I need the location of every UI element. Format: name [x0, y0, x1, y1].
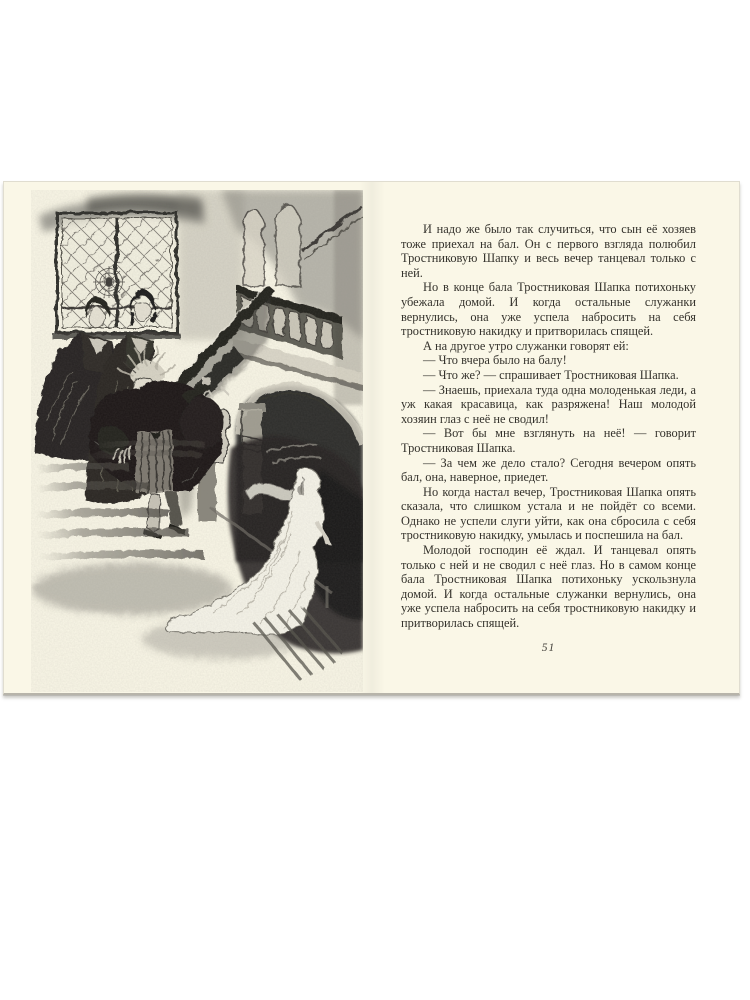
paragraph: И надо же было так случиться, что сын её хозяев тоже приехал на бал. Он с первого взгляда полюбил Тростниковую Шапку и весь вечер танцевал только с ней.	[401, 222, 696, 280]
story-text-column	[401, 222, 696, 631]
book-spread	[3, 181, 740, 695]
dialogue-line: — Что вчера было на балу!	[423, 353, 567, 368]
paragraph: Но в конце бала Тростниковая Шапка потихоньку убежала домой. И когда остальные служанки вернулись, она уже успела набросить на себя тростниковую накидку и притворилась спящей.	[401, 280, 696, 339]
dialogue-line: — Что же? — спрашивает Тростниковая Шапка.	[423, 367, 679, 382]
page-number: 51	[541, 642, 556, 654]
dialogue-line: — За чем же дело стало? Сегодня вечером опять бал, она, наверное, приедет.	[401, 455, 696, 485]
page-gutter	[359, 182, 385, 693]
charcoal-grain-overlay	[31, 190, 363, 692]
dialogue-line: — Знаешь, приехала туда одна молоденькая леди, а уж какая красавица, как разряжена! Наш молодой хозяин глаз с неё не сводил!	[401, 382, 696, 426]
dialogue-line: — Вот бы мне взглянуть на неё! — говорит Тростниковая Шапка.	[401, 426, 696, 455]
book-illustration	[31, 190, 363, 692]
paragraph: А на другое утро служанки говорят ей:	[423, 338, 629, 353]
paragraph: Но когда настал вечер, Тростниковая Шапка опять сказала, что слишком устала и не пойдёт со всеми. Однако не успели слуги уйти, как она сбросила с себя тростниковую накидку, умылась и поспешила на бал.	[401, 484, 696, 543]
paragraph: Молодой господин её ждал. И танцевал опять только с ней и не сводил с неё глаз. Но в самом конце бала Тростниковая Шапка потихоньку ускользнула домой. И когда остальные служанки вернулись, она уже успела набросить на себя тростниковую накидку и притворилась спящей.	[401, 543, 696, 631]
